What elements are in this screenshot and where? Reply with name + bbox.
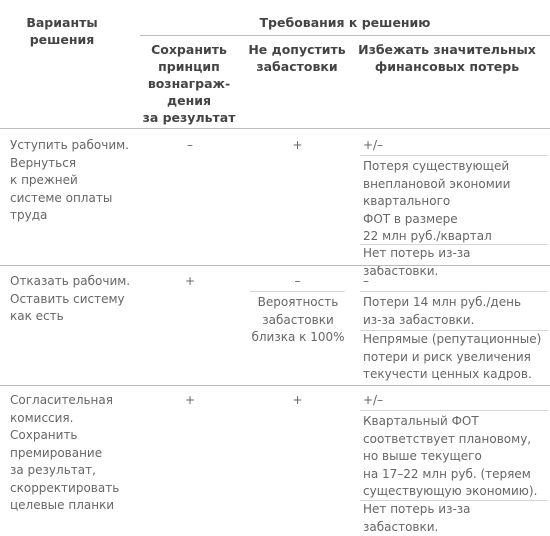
row-2-col2-note: Вероятность забастовки близка к 100% [251,295,345,344]
row-2-option: Отказать рабочим. Оставить систему как есть [10,274,131,323]
row-2-col3-note: Потери 14 млн руб./день из-за забастовки. [363,295,522,327]
row-2-col3-separator [360,291,548,292]
row-1-col1-mark: – [187,138,193,152]
row-2-col2-mark: – [294,274,301,288]
row-3-col3-separator [360,410,548,411]
row-3-col3-note: Нет потерь из-за забастовки. [363,502,471,534]
row-3-col1-mark: + [184,393,196,407]
row-1-col3-separator [360,155,548,156]
header-col-no-strike: Не допустить забастовки [248,42,346,74]
row-3-col3-note: Квартальный ФОТ соответствует плановому, но выше текущего на 17–22 млн руб. (теряем существующую экономию). [363,414,538,498]
header-subdivider [140,35,550,36]
row-divider [0,385,550,386]
row-3-col2-mark: + [292,393,303,407]
row-2-col3-note: Непрямые (репутационные) потери и риск увеличения текучести ценных кадров. [363,332,542,381]
row-divider [0,265,550,266]
row-2-col3-mark: – [363,274,369,288]
header-options: Варианты решения [26,15,98,47]
row-1-col2-mark: + [292,138,303,152]
row-1-col3-note: Нет потерь из-за забастовки. [363,246,471,278]
row-2-col1-mark: + [184,274,196,288]
row-1-col3-mark: +/– [363,138,384,152]
header-col-no-losses: Избежать значительных финансовых потерь [358,42,536,74]
row-2-col2-separator [250,291,345,292]
row-3-option: Согласительная комиссия. Сохранить премирование за результат, скорректировать целевые планки [10,393,120,512]
header-requirements: Требования к решению [259,15,431,30]
row-3-col3-mark: +/– [363,393,384,407]
header-divider [0,128,550,129]
row-1-col3-note: Потеря существующей внеплановой экономии квартального ФОТ в размере 22 млн руб./квартал [363,159,511,243]
header-col-reward-principle: Сохранить принцип вознаграж- дения за результат [142,42,236,125]
row-1-option: Уступить рабочим. Вернуться к прежней системе оплаты труда [10,138,129,222]
